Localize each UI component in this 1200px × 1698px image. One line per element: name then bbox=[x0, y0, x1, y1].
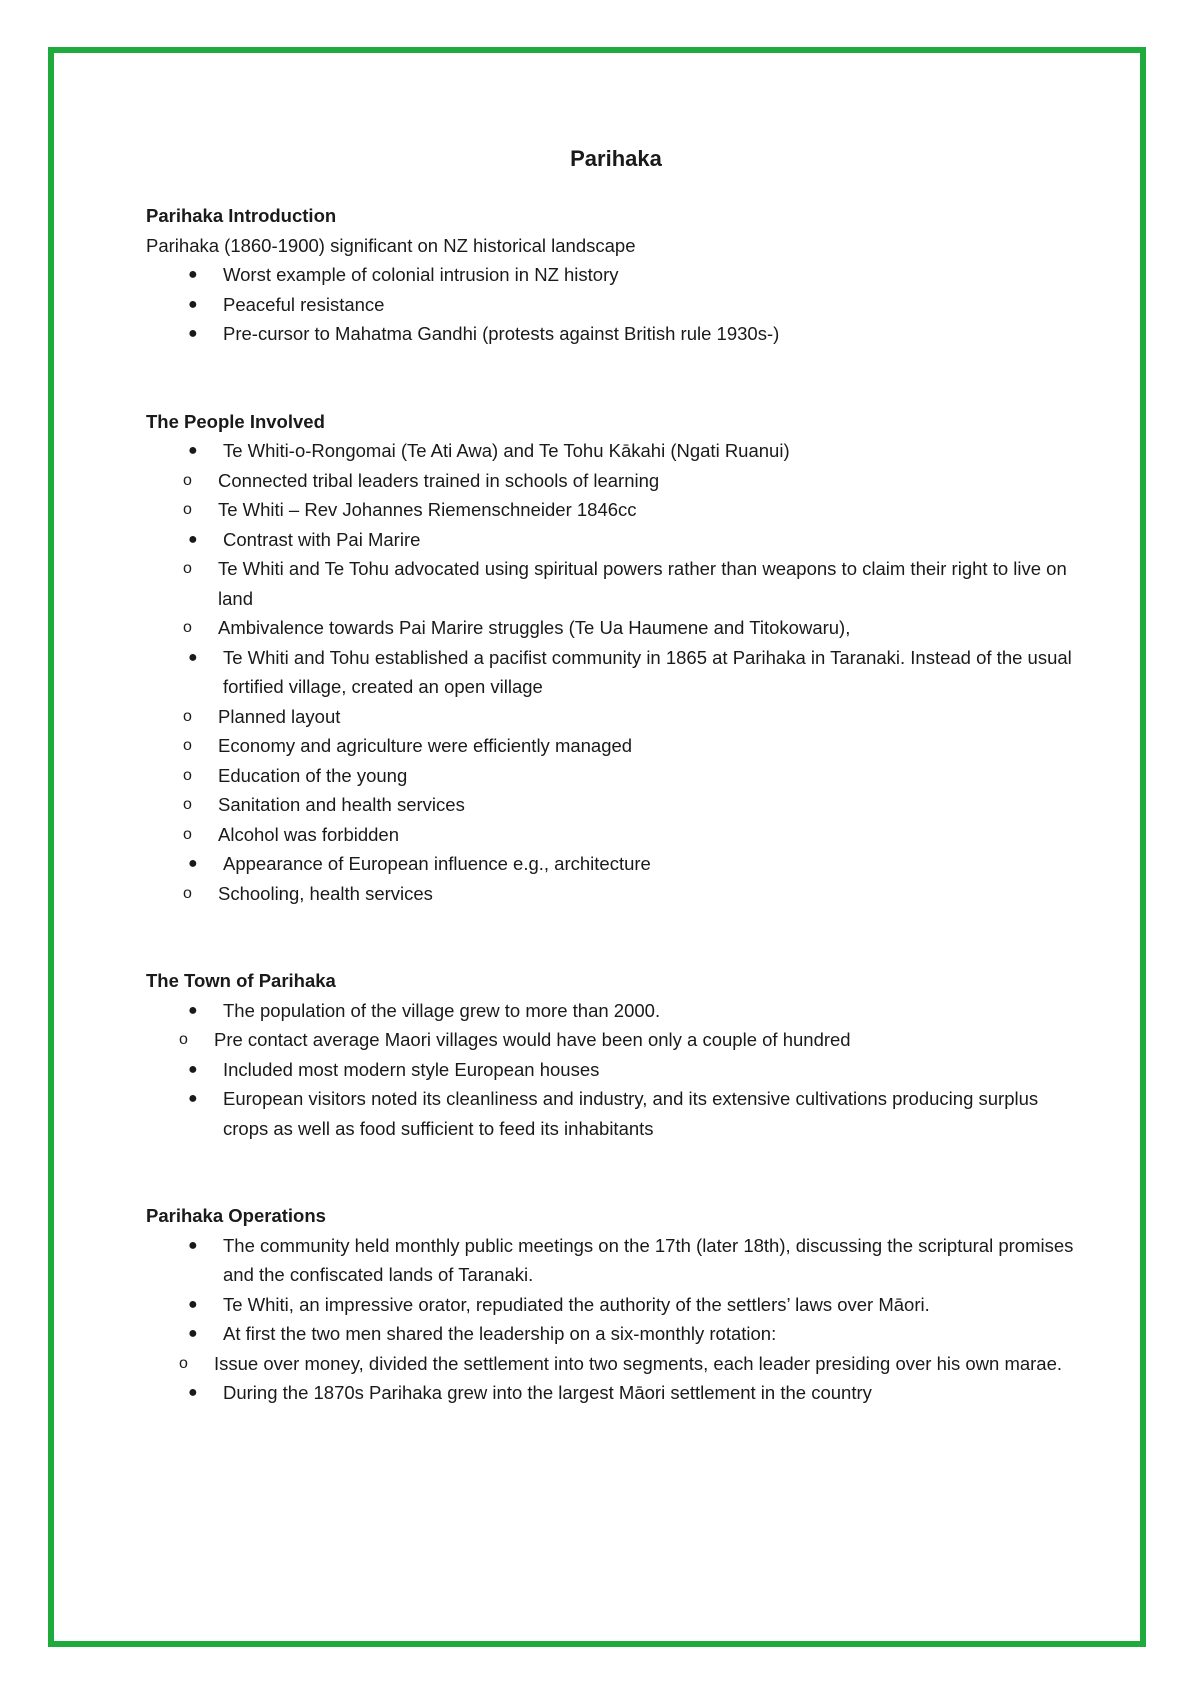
bullet-icon: ● bbox=[188, 1295, 198, 1313]
bullet-list bbox=[146, 436, 1086, 466]
sub-list-item bbox=[146, 613, 1086, 643]
sub-bullet-icon: o bbox=[183, 619, 192, 636]
list-item-text: Te Whiti-o-Rongomai (Te Ati Awa) and Te Tohu Kākahi (Ngati Ruanui) bbox=[223, 440, 790, 461]
sub-list-item-text: Te Whiti and Te Tohu advocated using spiritual powers rather than weapons to claim their right to live on land bbox=[218, 558, 1067, 609]
bullet-list bbox=[146, 643, 1086, 702]
sub-list-item bbox=[146, 466, 1086, 496]
list-item-text: Pre-cursor to Mahatma Gandhi (protests against British rule 1930s-) bbox=[223, 323, 780, 344]
sub-bullet-list bbox=[146, 466, 1086, 525]
bullet-icon: ● bbox=[188, 855, 198, 872]
sub-bullet-list bbox=[146, 554, 1086, 643]
list-item bbox=[146, 319, 1086, 349]
bullet-icon: ● bbox=[188, 1325, 198, 1342]
section-town-of-parihaka bbox=[146, 966, 1086, 1143]
bullet-icon: ● bbox=[188, 442, 198, 459]
section-intro: Parihaka (1860-1900) significant on NZ historical landscape bbox=[146, 234, 636, 256]
sub-bullet-icon: o bbox=[179, 1354, 188, 1372]
sub-list-item-text: Issue over money, divided the settlement into two segments, each leader presiding over his own marae. bbox=[214, 1352, 1063, 1374]
list-item-text: European visitors noted its cleanliness and industry, and its extensive cultivations producing surplus crops as well as food sufficient to feed its inhabitants bbox=[223, 1088, 1039, 1139]
sub-bullet-icon: o bbox=[183, 737, 192, 754]
bullet-list bbox=[146, 849, 1086, 879]
sub-bullet-icon: o bbox=[183, 560, 192, 577]
list-item bbox=[146, 525, 1086, 555]
list-item-text: During the 1870s Parihaka grew into the largest Māori settlement in the country bbox=[223, 1382, 872, 1403]
sub-list-item-text: Ambivalence towards Pai Marire struggles (Te Ua Haumene and Titokowaru), bbox=[218, 617, 851, 638]
section-spacer bbox=[146, 1143, 1086, 1201]
bullet-list bbox=[146, 1231, 1086, 1349]
bullet-list bbox=[146, 1055, 1086, 1144]
sub-bullet-list bbox=[146, 879, 1086, 909]
sub-bullet-icon: o bbox=[183, 707, 192, 725]
list-item bbox=[146, 996, 1086, 1026]
section-heading: The People Involved bbox=[146, 410, 325, 432]
sub-list-item-text: Schooling, health services bbox=[218, 882, 433, 904]
document-title: Parihaka bbox=[570, 146, 662, 171]
list-item bbox=[146, 1231, 1086, 1290]
sub-list-item-text: Economy and agriculture were efficiently managed bbox=[218, 735, 633, 756]
sub-list-item bbox=[146, 731, 1086, 761]
bullet-icon: ● bbox=[188, 1384, 198, 1401]
sub-bullet-list bbox=[146, 702, 1086, 850]
sub-list-item-text: Connected tribal leaders trained in schools of learning bbox=[218, 469, 660, 491]
bullet-icon: ● bbox=[188, 648, 198, 666]
list-item-text: Included most modern style European houses bbox=[223, 1058, 600, 1080]
bullet-icon: ● bbox=[188, 295, 198, 313]
list-item-text: Te Whiti and Tohu established a pacifist community in 1865 at Parihaka in Taranaki. Instead of the usual fortified village, created an open village bbox=[223, 646, 1072, 697]
bullet-icon: ● bbox=[188, 1236, 198, 1254]
sub-list-item-text: Sanitation and health services bbox=[218, 794, 465, 815]
section-heading: Parihaka Operations bbox=[146, 1205, 326, 1226]
sub-bullet-icon: o bbox=[183, 825, 192, 843]
list-item bbox=[146, 1319, 1086, 1349]
list-item-text: Appearance of European influence e.g., architecture bbox=[223, 853, 651, 874]
list-item bbox=[146, 1084, 1086, 1143]
document-body bbox=[146, 144, 1086, 1408]
sub-bullet-icon: o bbox=[183, 884, 192, 902]
list-item-text: Peaceful resistance bbox=[223, 293, 385, 315]
list-item-text: The community held monthly public meetings on the 17th (later 18th), discussing the scriptural promises and the confiscated lands of Taranaki. bbox=[223, 1234, 1074, 1285]
sub-list-item bbox=[146, 820, 1086, 850]
sub-bullet-list bbox=[146, 1025, 1086, 1055]
section-heading: The Town of Parihaka bbox=[146, 970, 336, 991]
bullet-list bbox=[146, 260, 1086, 349]
bullet-icon: ● bbox=[188, 1090, 198, 1107]
sub-bullet-icon: o bbox=[183, 766, 192, 784]
list-item-text: Te Whiti, an impressive orator, repudiated the authority of the settlers’ laws over Māori. bbox=[223, 1293, 930, 1315]
bullet-icon: ● bbox=[188, 1060, 198, 1078]
list-item bbox=[146, 849, 1086, 879]
sub-list-item bbox=[146, 1025, 1086, 1055]
section-heading: Parihaka Introduction bbox=[146, 205, 337, 226]
bullet-list bbox=[146, 525, 1086, 555]
sub-list-item bbox=[146, 495, 1086, 525]
sub-bullet-icon: o bbox=[183, 796, 192, 813]
list-item-text: Contrast with Pai Marire bbox=[223, 528, 421, 550]
sub-list-item bbox=[146, 761, 1086, 791]
list-item-text: Worst example of colonial intrusion in NZ history bbox=[223, 264, 619, 285]
sub-list-item bbox=[146, 790, 1086, 820]
sub-list-item bbox=[146, 702, 1086, 732]
sub-list-item bbox=[146, 879, 1086, 909]
list-item-text: The population of the village grew to more than 2000. bbox=[223, 999, 661, 1021]
bullet-icon: ● bbox=[188, 266, 198, 283]
list-item bbox=[146, 1055, 1086, 1085]
sub-bullet-icon: o bbox=[183, 471, 192, 489]
sub-list-item-text: Planned layout bbox=[218, 705, 341, 727]
bullet-icon: ● bbox=[188, 325, 198, 342]
list-item-text: At first the two men shared the leadership on a six-monthly rotation: bbox=[223, 1323, 777, 1344]
list-item bbox=[146, 1290, 1086, 1320]
sub-list-item bbox=[146, 554, 1086, 613]
sub-bullet-list bbox=[146, 1349, 1086, 1379]
sub-list-item-text: Te Whiti – Rev Johannes Riemenschneider 1846cc bbox=[218, 499, 637, 520]
section-spacer bbox=[146, 908, 1086, 966]
bullet-list bbox=[146, 1378, 1086, 1408]
section-parihaka-operations bbox=[146, 1201, 1086, 1408]
section-people-involved bbox=[146, 407, 1086, 909]
sub-list-item-text: Education of the young bbox=[218, 764, 408, 786]
sub-list-item-text: Alcohol was forbidden bbox=[218, 823, 399, 845]
sub-list-item-text: Pre contact average Maori villages would have been only a couple of hundred bbox=[214, 1029, 851, 1050]
sub-bullet-icon: o bbox=[183, 501, 192, 518]
list-item bbox=[146, 436, 1086, 466]
bullet-icon: ● bbox=[188, 530, 198, 548]
section-spacer bbox=[146, 349, 1086, 407]
list-item bbox=[146, 1378, 1086, 1408]
sub-bullet-icon: o bbox=[179, 1031, 188, 1048]
sub-list-item bbox=[146, 1349, 1086, 1379]
bullet-icon: ● bbox=[188, 1001, 198, 1019]
section-introduction bbox=[146, 201, 1086, 349]
bullet-list bbox=[146, 996, 1086, 1026]
list-item bbox=[146, 643, 1086, 702]
list-item bbox=[146, 260, 1086, 290]
list-item bbox=[146, 290, 1086, 320]
